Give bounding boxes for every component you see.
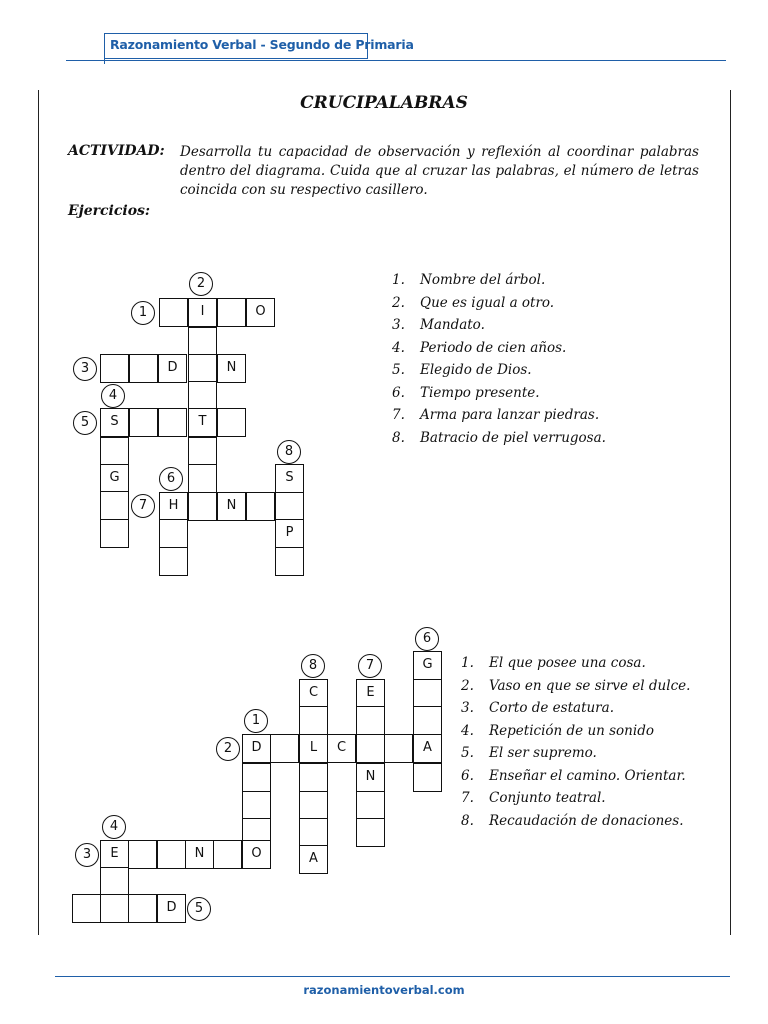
grid-cell[interactable] xyxy=(100,519,129,548)
clue-number-circle: 2 xyxy=(189,272,213,296)
clue-number-circle: 7 xyxy=(131,494,155,518)
clue-list-2 xyxy=(461,655,690,835)
grid-cell[interactable] xyxy=(188,492,217,521)
clue-item: 5. El ser supremo. xyxy=(461,745,597,761)
grid-cell[interactable] xyxy=(356,791,385,820)
clue-item: 3. Corto de estatura. xyxy=(461,700,614,716)
grid-cell[interactable]: P xyxy=(275,519,304,548)
clue-number-circle: 1 xyxy=(131,301,155,325)
grid-cell[interactable] xyxy=(188,354,217,383)
grid-cell[interactable]: A xyxy=(299,845,328,874)
clue-item: 2. Vaso en que se sirve el dulce. xyxy=(461,677,691,694)
clue-number-circle: 7 xyxy=(358,654,382,678)
grid-cell[interactable]: D xyxy=(158,354,187,383)
clue-number-circle: 4 xyxy=(102,815,126,839)
grid-cell[interactable] xyxy=(299,763,328,792)
grid-cell[interactable]: G xyxy=(413,651,442,680)
grid-cell[interactable]: L xyxy=(299,734,328,763)
grid-cell[interactable] xyxy=(242,763,271,792)
grid-cell[interactable] xyxy=(356,706,385,735)
grid-cell[interactable] xyxy=(299,706,328,735)
clue-item: 7. Conjunto teatral. xyxy=(461,790,606,806)
grid-cell[interactable] xyxy=(159,298,188,327)
right-margin-line xyxy=(730,90,731,935)
grid-cell[interactable] xyxy=(356,734,385,763)
grid-cell[interactable] xyxy=(217,298,246,327)
grid-cell[interactable] xyxy=(188,437,217,466)
grid-cell[interactable] xyxy=(128,840,157,869)
grid-cell[interactable]: E xyxy=(356,679,385,708)
grid-cell[interactable] xyxy=(356,818,385,847)
left-margin-line xyxy=(38,90,39,935)
page-title: CRUCIPALABRAS xyxy=(300,93,468,113)
grid-cell[interactable]: C xyxy=(299,679,328,708)
clue-number-circle: 5 xyxy=(187,897,211,921)
grid-cell[interactable] xyxy=(275,547,304,576)
grid-cell[interactable] xyxy=(128,894,157,923)
footer-rule xyxy=(55,976,730,977)
clue-number-circle: 3 xyxy=(73,357,97,381)
grid-cell[interactable] xyxy=(242,791,271,820)
clue-item: 7. Arma para lanzar piedras. xyxy=(392,407,600,423)
clue-number-circle: 3 xyxy=(75,843,99,867)
clue-number-circle: 8 xyxy=(301,654,325,678)
grid-cell[interactable] xyxy=(129,408,158,437)
clue-item: 6. Enseñar el camino. Orientar. xyxy=(461,767,686,784)
grid-cell[interactable] xyxy=(100,437,129,466)
grid-cell[interactable] xyxy=(159,547,188,576)
grid-cell[interactable] xyxy=(100,354,129,383)
grid-cell[interactable] xyxy=(275,492,304,521)
grid-cell[interactable]: S xyxy=(100,408,129,437)
clue-item: 2. Que es igual a otro. xyxy=(392,294,555,311)
activity-label: ACTIVIDAD: xyxy=(68,143,165,159)
grid-cell[interactable] xyxy=(413,679,442,708)
grid-cell[interactable] xyxy=(159,519,188,548)
clue-item: 3. Mandato. xyxy=(392,317,485,333)
grid-cell[interactable]: D xyxy=(242,734,271,763)
footer-url[interactable]: razonamientoverbal.com xyxy=(303,983,465,997)
clue-item: 4. Repetición de un sonido xyxy=(461,722,654,739)
grid-cell[interactable] xyxy=(100,491,129,520)
grid-cell[interactable]: D xyxy=(157,894,186,923)
grid-cell[interactable] xyxy=(413,763,442,792)
activity-text: Desarrolla tu capacidad de observación y reflexión al coordinar palabras dentro del diagrama. Cuida que al cruzar las palabras, el número de letras coincida con su respectivo casillero. xyxy=(180,144,699,198)
clue-list-1 xyxy=(392,272,606,452)
grid-cell[interactable]: N xyxy=(356,763,385,792)
grid-cell[interactable] xyxy=(217,408,246,437)
clue-item: 4. Periodo de cien años. xyxy=(392,339,567,356)
grid-cell[interactable]: S xyxy=(275,464,304,493)
clue-number-circle: 5 xyxy=(73,411,97,435)
grid-cell[interactable] xyxy=(246,492,275,521)
grid-cell[interactable] xyxy=(299,818,328,847)
grid-cell[interactable] xyxy=(299,791,328,820)
grid-cell[interactable]: G xyxy=(100,464,129,493)
grid-cell[interactable]: T xyxy=(188,408,217,437)
grid-cell[interactable]: I xyxy=(188,298,217,327)
grid-cell[interactable]: N xyxy=(217,492,246,521)
clue-number-circle: 2 xyxy=(216,737,240,761)
clue-item: 6. Tiempo presente. xyxy=(392,384,540,401)
grid-cell[interactable] xyxy=(413,706,442,735)
grid-cell[interactable]: E xyxy=(100,840,129,869)
clue-number-circle: 8 xyxy=(277,440,301,464)
clue-item: 1. Nombre del árbol. xyxy=(392,272,546,288)
grid-cell[interactable]: N xyxy=(185,840,214,869)
grid-cell[interactable] xyxy=(129,354,158,383)
grid-cell[interactable] xyxy=(270,734,299,763)
header-title: Razonamiento Verbal - Segundo de Primaria xyxy=(110,37,414,52)
grid-cell[interactable] xyxy=(188,464,217,493)
grid-cell[interactable] xyxy=(158,408,187,437)
grid-cell[interactable] xyxy=(72,894,101,923)
grid-cell[interactable]: C xyxy=(327,734,356,763)
clue-item: 8. Batracio de piel verrugosa. xyxy=(392,429,606,446)
exercises-label: Ejercicios: xyxy=(68,203,151,219)
grid-cell[interactable] xyxy=(100,867,129,896)
grid-cell[interactable]: A xyxy=(413,734,442,763)
clue-number-circle: 6 xyxy=(159,467,183,491)
grid-cell[interactable]: N xyxy=(217,354,246,383)
grid-cell[interactable]: H xyxy=(159,492,188,521)
grid-cell[interactable] xyxy=(384,734,413,763)
grid-cell[interactable] xyxy=(157,840,186,869)
grid-cell[interactable]: O xyxy=(242,840,271,869)
grid-cell[interactable]: O xyxy=(246,298,275,327)
header-rule xyxy=(66,60,726,61)
clue-number-circle: 1 xyxy=(244,709,268,733)
clue-item: 1. El que posee una cosa. xyxy=(461,655,646,671)
clue-number-circle: 4 xyxy=(101,384,125,408)
clue-item: 8. Recaudación de donaciones. xyxy=(461,812,684,829)
grid-cell[interactable] xyxy=(213,840,242,869)
grid-cell[interactable] xyxy=(188,381,217,410)
clue-item: 5. Elegido de Dios. xyxy=(392,362,532,378)
grid-cell[interactable] xyxy=(188,327,217,356)
grid-cell[interactable] xyxy=(100,894,129,923)
clue-number-circle: 6 xyxy=(415,627,439,651)
